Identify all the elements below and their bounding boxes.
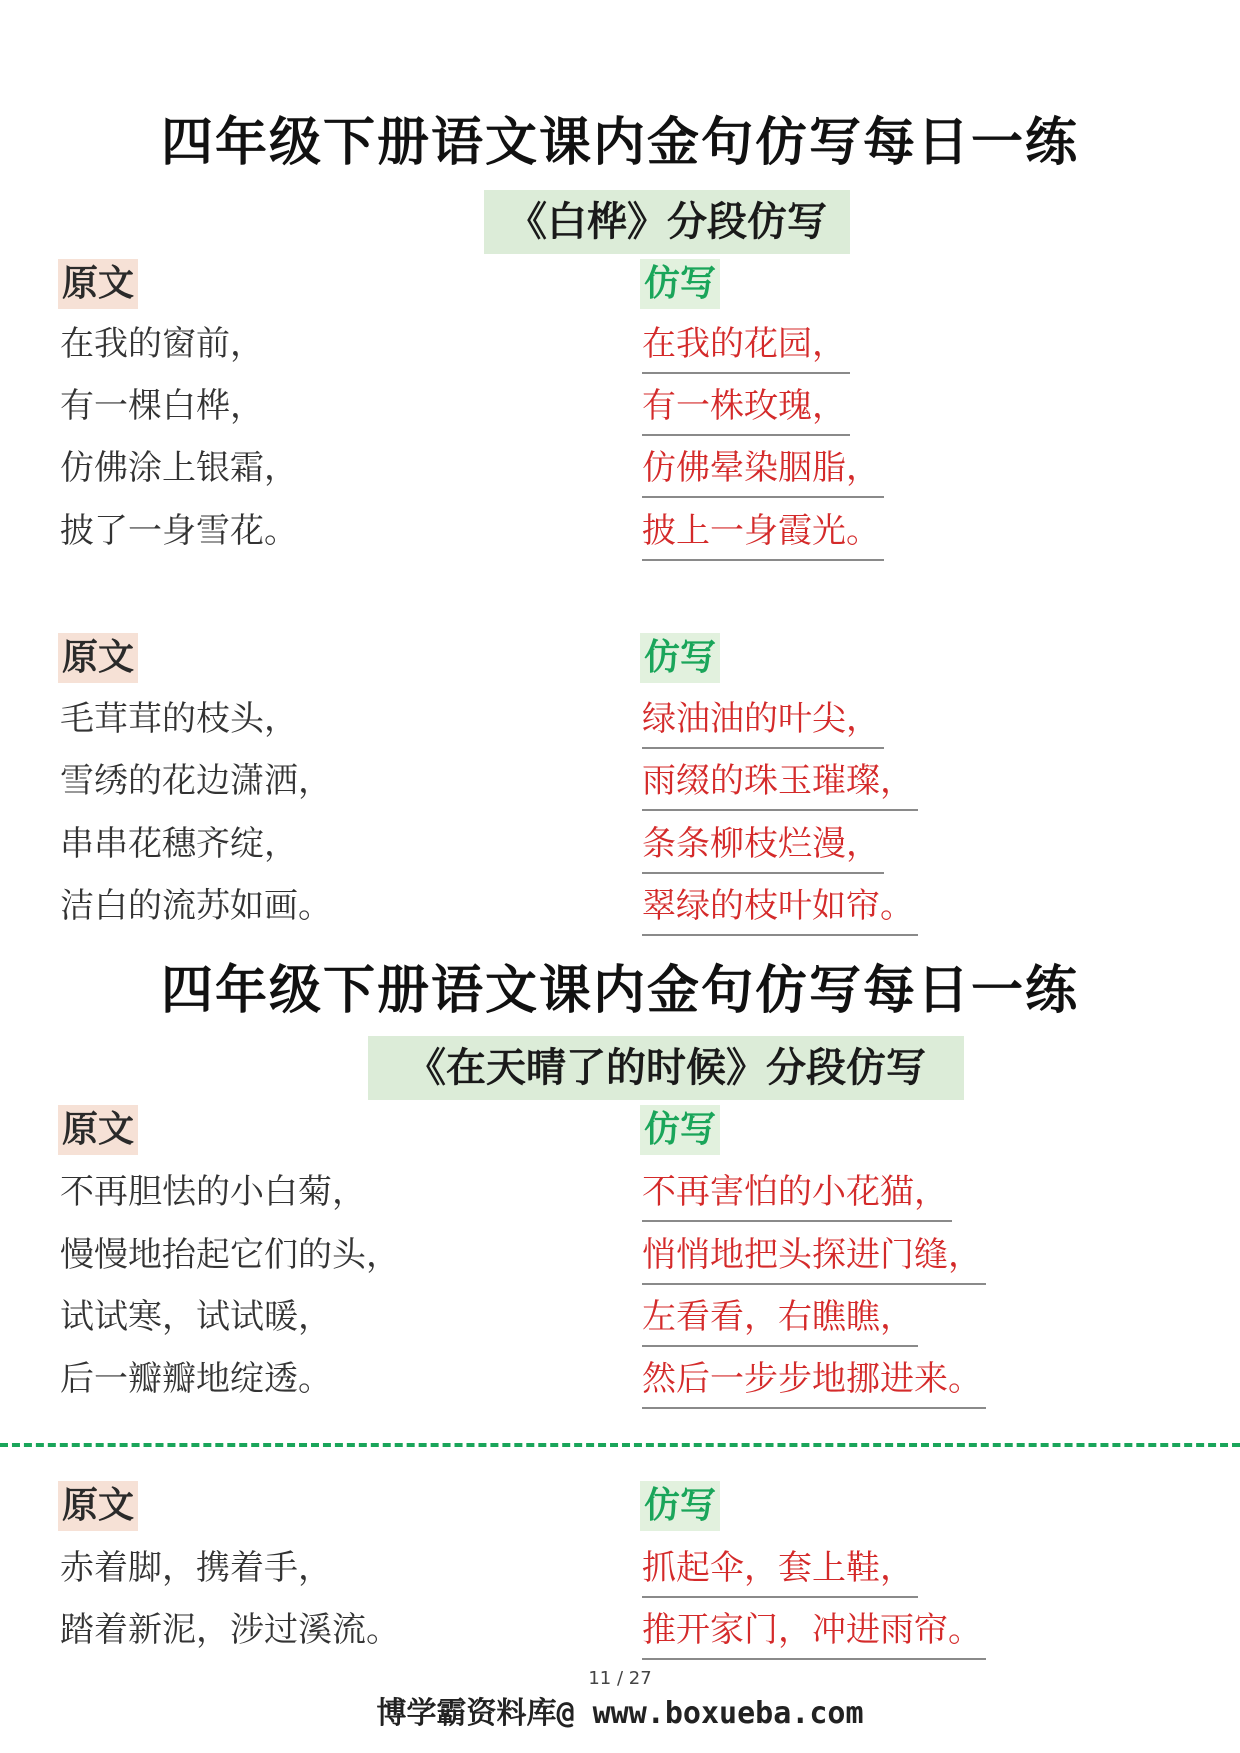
original-line: 在我的窗前， bbox=[60, 324, 264, 364]
original-line: 仿佛涂上银霜， bbox=[60, 448, 298, 488]
original-line: 试试寒，试试暖， bbox=[60, 1297, 332, 1337]
imitation-line: 悄悄地把头探进门缝， bbox=[642, 1227, 986, 1285]
imitation-line: 抓起伞，套上鞋， bbox=[642, 1540, 918, 1598]
original-line: 毛茸茸的枝头， bbox=[60, 699, 298, 739]
imitation-label: 仿写 bbox=[640, 1481, 720, 1531]
imitation-line: 然后一步步地挪进来。 bbox=[642, 1351, 986, 1409]
original-label: 原文 bbox=[58, 1105, 138, 1155]
imitation-line: 条条柳枝烂漫， bbox=[642, 816, 884, 874]
imitation-line: 仿佛晕染胭脂， bbox=[642, 440, 884, 498]
original-line: 披了一身雪花。 bbox=[60, 511, 298, 551]
original-line: 赤着脚，携着手， bbox=[60, 1548, 332, 1588]
page-title: 四年级下册语文课内金句仿写每日一练 bbox=[160, 961, 1079, 1021]
dashed-divider bbox=[0, 1443, 1240, 1447]
footer-watermark: 博学霸资料库@ www.boxueba.com bbox=[376, 1696, 864, 1731]
original-line: 不再胆怯的小白菊， bbox=[60, 1172, 366, 1212]
section-subtitle: 《在天晴了的时候》分段仿写 bbox=[368, 1036, 964, 1100]
imitation-line: 左看看，右瞧瞧， bbox=[642, 1289, 918, 1347]
original-line: 慢慢地抬起它们的头， bbox=[60, 1235, 400, 1275]
page-number: 11 / 27 bbox=[588, 1668, 652, 1689]
imitation-line: 翠绿的枝叶如帘。 bbox=[642, 878, 918, 936]
imitation-line: 有一株玫瑰， bbox=[642, 378, 850, 436]
original-line: 有一棵白桦， bbox=[60, 386, 264, 426]
imitation-label: 仿写 bbox=[640, 633, 720, 683]
imitation-label: 仿写 bbox=[640, 259, 720, 309]
original-line: 后一瓣瓣地绽透。 bbox=[60, 1359, 332, 1399]
original-label: 原文 bbox=[58, 259, 138, 309]
original-label: 原文 bbox=[58, 1481, 138, 1531]
original-line: 串串花穗齐绽， bbox=[60, 824, 298, 864]
imitation-line: 绿油油的叶尖， bbox=[642, 691, 884, 749]
original-line: 雪绣的花边潇洒， bbox=[60, 761, 332, 801]
imitation-label: 仿写 bbox=[640, 1105, 720, 1155]
imitation-line: 在我的花园， bbox=[642, 316, 850, 374]
imitation-line: 不再害怕的小花猫， bbox=[642, 1164, 952, 1222]
original-label: 原文 bbox=[58, 633, 138, 683]
page-title: 四年级下册语文课内金句仿写每日一练 bbox=[160, 113, 1079, 173]
imitation-line: 披上一身霞光。 bbox=[642, 503, 884, 561]
original-line: 踏着新泥，涉过溪流。 bbox=[60, 1610, 400, 1650]
original-line: 洁白的流苏如画。 bbox=[60, 886, 332, 926]
section-subtitle: 《白桦》分段仿写 bbox=[484, 190, 850, 254]
imitation-line: 雨缀的珠玉璀璨， bbox=[642, 753, 918, 811]
imitation-line: 推开家门，冲进雨帘。 bbox=[642, 1602, 986, 1660]
